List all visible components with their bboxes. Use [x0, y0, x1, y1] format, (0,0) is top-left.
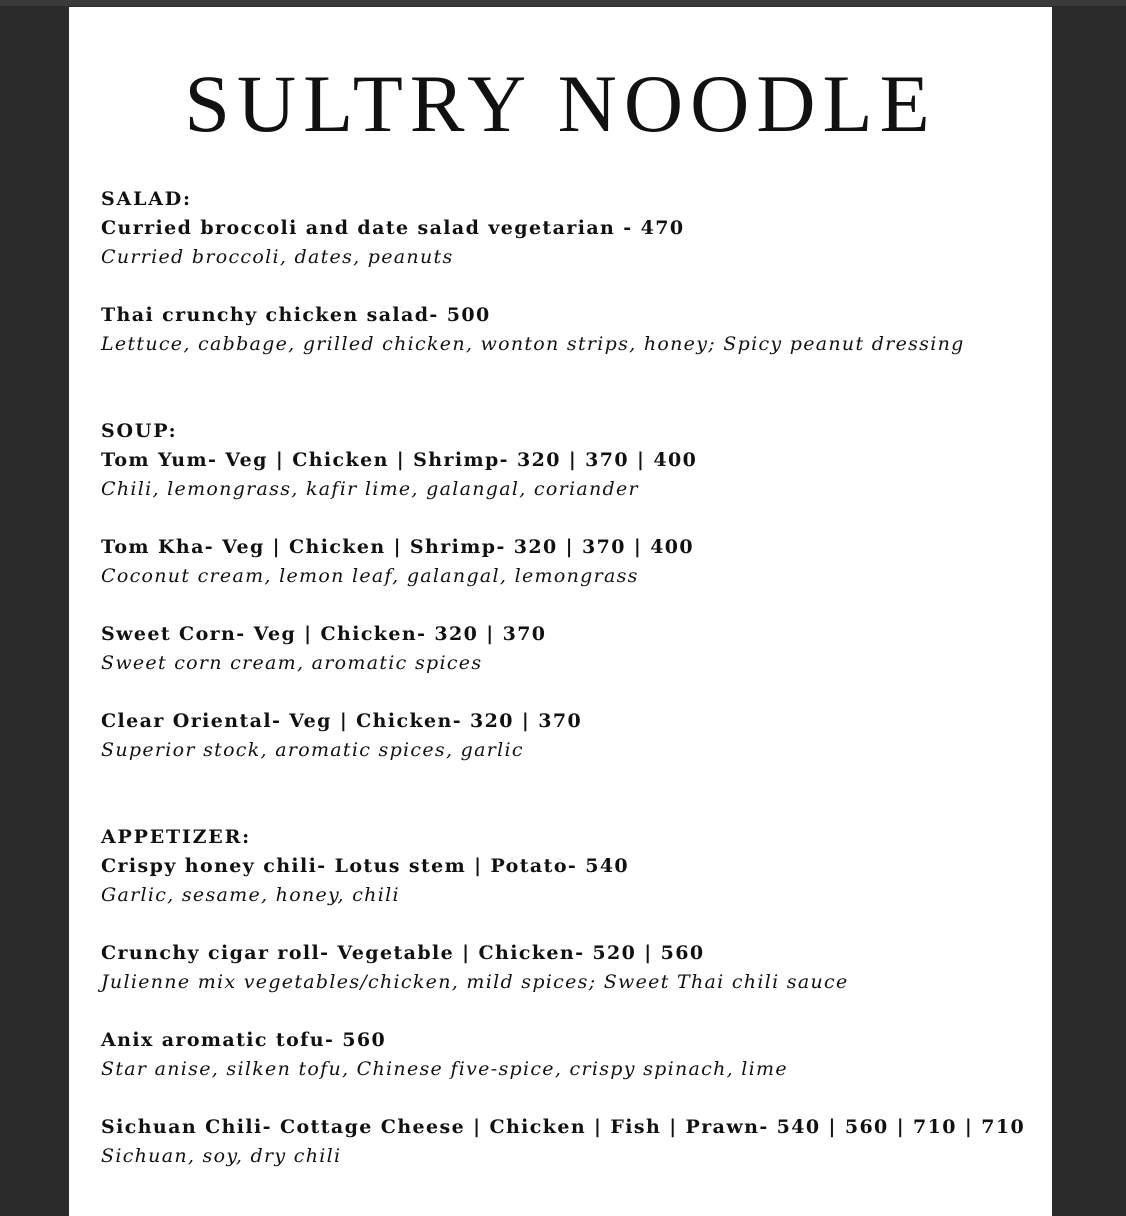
menu-page [69, 7, 1052, 1216]
menu-item [101, 852, 1041, 910]
menu-item [101, 939, 1041, 997]
item-name: Clear Oriental- Veg | Chicken- 320 | 370 [101, 710, 583, 732]
section-title: SOUP: [101, 420, 178, 442]
item-description: Star anise, silken tofu, Chinese five-spice, crispy spinach, lime [101, 1058, 788, 1080]
section-spacer [101, 388, 1041, 417]
section-spacer [101, 794, 1041, 823]
item-description: Chili, lemongrass, kafir lime, galangal, coriander [101, 478, 639, 500]
item-description: Coconut cream, lemon leaf, galangal, lemongrass [101, 565, 639, 587]
section-title: APPETIZER: [101, 826, 251, 848]
menu-item [101, 446, 1041, 504]
menu-item [101, 620, 1041, 678]
item-name: Tom Yum- Veg | Chicken | Shrimp- 320 | 370 | 400 [101, 449, 698, 471]
item-description: Lettuce, cabbage, grilled chicken, wonton strips, honey; Spicy peanut dressing [101, 333, 965, 355]
section-soup [101, 417, 1041, 765]
item-description: Sichuan, soy, dry chili [101, 1145, 342, 1167]
item-description: Julienne mix vegetables/chicken, mild spices; Sweet Thai chili sauce [101, 971, 849, 993]
item-name: Crunchy cigar roll- Vegetable | Chicken- 520 | 560 [101, 942, 705, 964]
menu-item [101, 533, 1041, 591]
item-name: Curried broccoli and date salad vegetarian - 470 [101, 217, 685, 239]
menu-content [101, 185, 1041, 1200]
menu-item [101, 707, 1041, 765]
restaurant-title: SULTRY NOODLE [184, 58, 937, 149]
menu-item [101, 214, 1041, 272]
viewer-top-bar [0, 0, 1126, 6]
item-description: Superior stock, aromatic spices, garlic [101, 739, 524, 761]
section-appetizer [101, 823, 1041, 1171]
item-description: Garlic, sesame, honey, chili [101, 884, 400, 906]
menu-item [101, 1026, 1041, 1084]
section-salad [101, 185, 1041, 359]
item-description: Sweet corn cream, aromatic spices [101, 652, 483, 674]
item-name: Sweet Corn- Veg | Chicken- 320 | 370 [101, 623, 547, 645]
menu-item [101, 1113, 1041, 1171]
item-name: Anix aromatic tofu- 560 [101, 1029, 387, 1051]
item-description: Curried broccoli, dates, peanuts [101, 246, 454, 268]
item-name: Sichuan Chili- Cottage Cheese | Chicken | Fish | Prawn- 540 | 560 | 710 | 710 [101, 1116, 1026, 1138]
item-name: Tom Kha- Veg | Chicken | Shrimp- 320 | 370 | 400 [101, 536, 695, 558]
item-name: Crispy honey chili- Lotus stem | Potato- 540 [101, 855, 630, 877]
item-name: Thai crunchy chicken salad- 500 [101, 304, 491, 326]
section-title: SALAD: [101, 188, 192, 210]
menu-item [101, 301, 1041, 359]
